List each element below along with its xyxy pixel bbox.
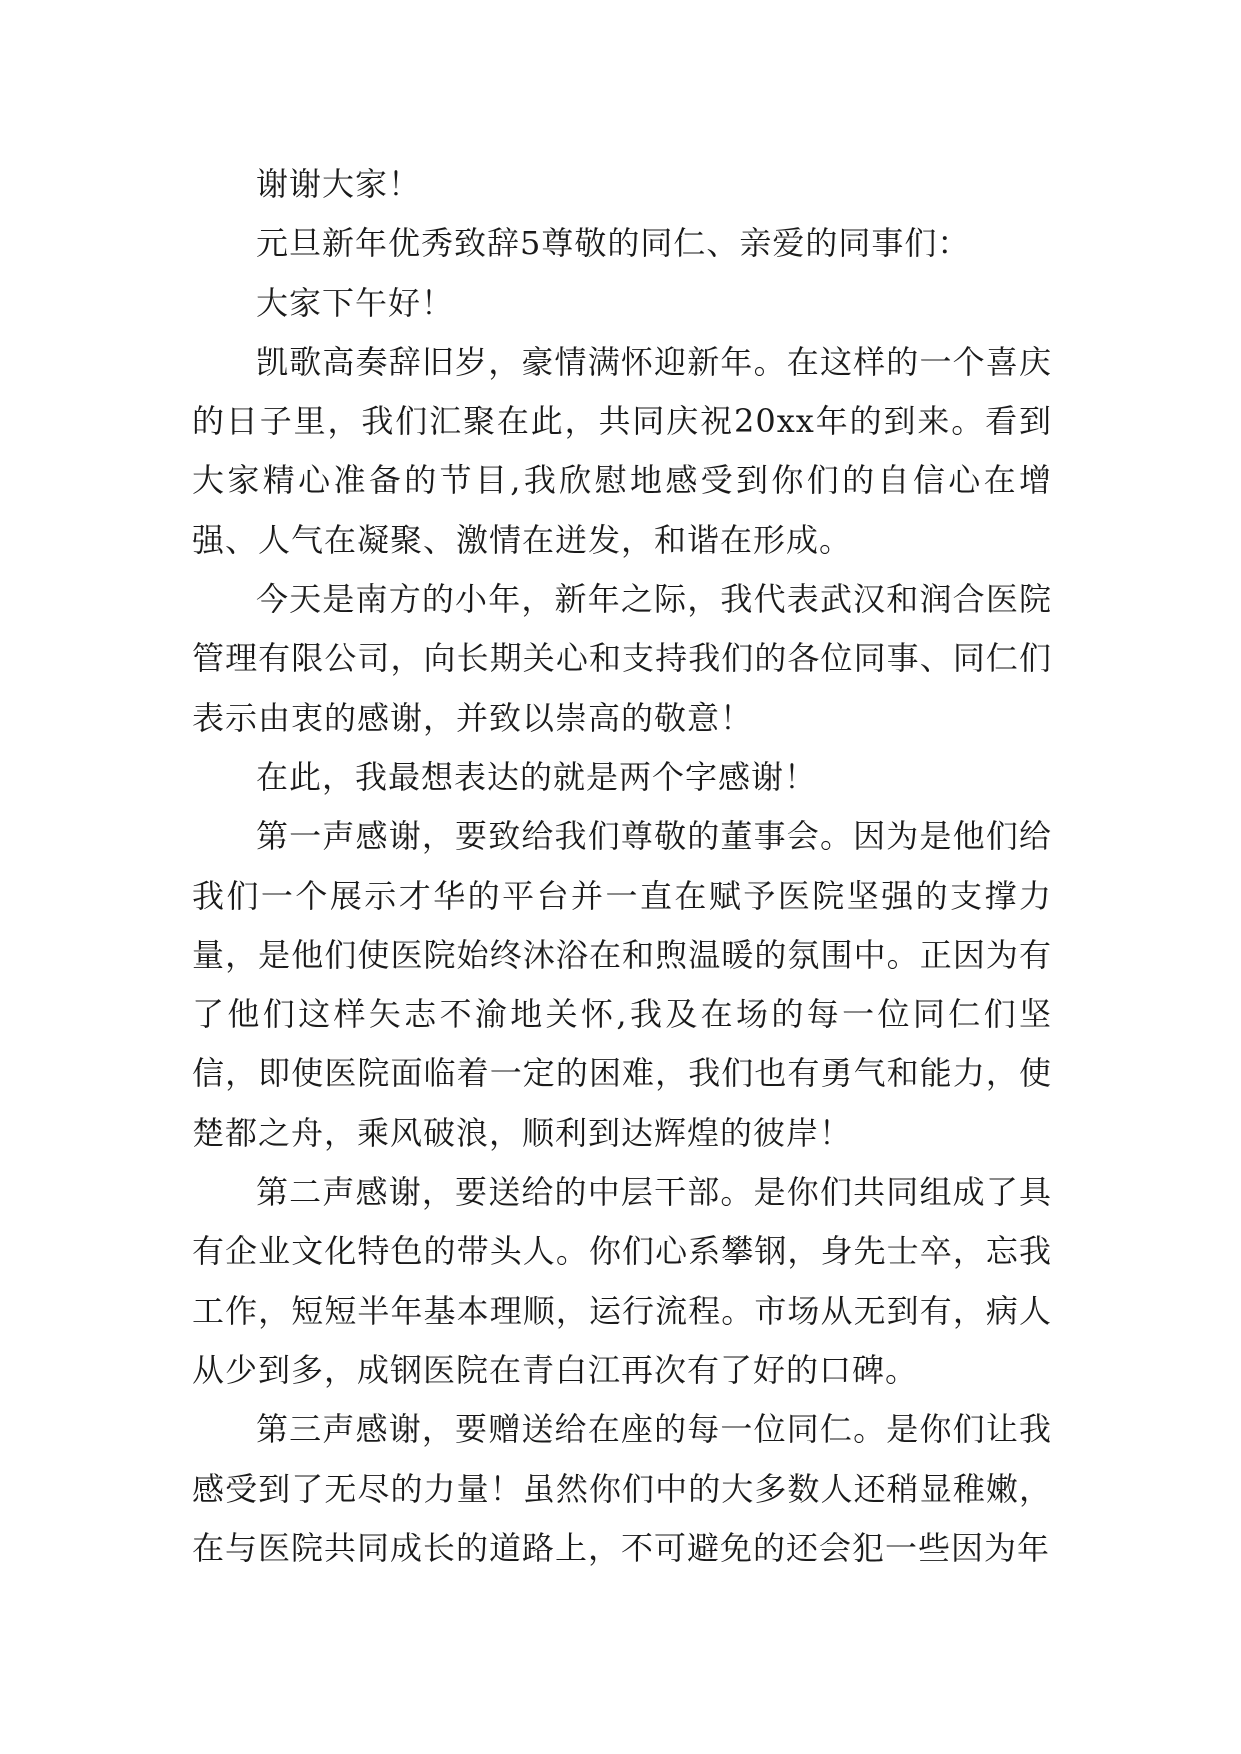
paragraph-company-thanks: 今天是南方的小年，新年之际，我代表武汉和润合医院管理有限公司，向长期关心和支持我们的各位同事、同仁们表示由衷的感谢，并致以崇高的敬意！ — [192, 580, 1052, 737]
paragraph-first-thanks: 第一声感谢，要致给我们尊敬的董事会。因为是他们给我们一个展示才华的平台并一直在赋予医院坚强的支撑力量，是他们使医院始终沐浴在和煦温暖的氛围中。正因为有了他们这样矢志不渝地关怀,我及在场的每一位同仁们坚信，即使医院面临着一定的困难，我们也有勇气和能力，使楚都之舟，乘风破浪，顺利到达辉煌的彼岸！ — [192, 817, 1052, 1152]
paragraph-second-thanks: 第二声感谢，要送给的中层干部。是你们共同组成了具有企业文化特色的带头人。你们心系攀钢，身先士卒，忘我工作，短短半年基本理顺，运行流程。市场从无到有，病人从少到多，成钢医院在青白江再次有了好的口碑。 — [192, 1173, 1052, 1389]
document-body — [192, 155, 1052, 1578]
paragraph-two-words: 在此，我最想表达的就是两个字感谢！ — [256, 757, 818, 796]
paragraph-good-afternoon: 大家下午好！ — [256, 283, 455, 322]
paragraph-thanks: 谢谢大家！ — [256, 165, 422, 203]
paragraph-title-greeting: 元旦新年优秀致辞5尊敬的同仁、亲爱的同事们： — [256, 224, 971, 263]
paragraph-new-year-intro: 凯歌高奏辞旧岁，豪情满怀迎新年。在这样的一个喜庆的日子里，我们汇聚在此，共同庆祝20xx年的到来。看到大家精心准备的节目,我欣慰地感受到你们的自信心在增强、人气在凝聚、激情在迸发，和谐在形成。 — [192, 342, 1052, 559]
paragraph-third-thanks: 第三声感谢，要赠送给在座的每一位同仁。是你们让我感受到了无尽的力量！虽然你们中的大多数人还稍显稚嫩，在与医院共同成长的道路上，不可避免的还会犯一些因为年 — [192, 1410, 1052, 1567]
